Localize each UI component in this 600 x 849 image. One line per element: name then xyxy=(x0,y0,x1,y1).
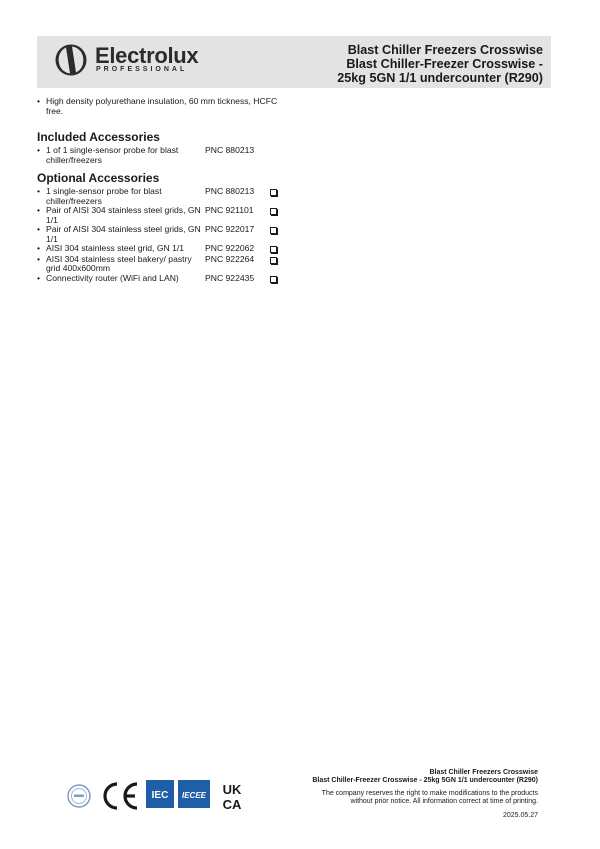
accessory-checkbox[interactable] xyxy=(270,227,277,234)
brand-subtitle: PROFESSIONAL xyxy=(96,66,188,73)
included-accessories-section xyxy=(37,130,282,165)
accessory-row xyxy=(37,206,282,225)
footer-disclaimer-line: The company reserves the right to make modifications to the products xyxy=(321,790,538,797)
accessory-label: • Connectivity router (WiFi and LAN) xyxy=(37,274,206,284)
accessory-label: • Pair of AISI 304 stainless steel grids, GN 1/1 xyxy=(37,206,206,225)
accessory-pnc: PNC 922264 xyxy=(205,253,255,264)
footer-disclaimer-line: without prior notice. All information correct at time of printing. xyxy=(350,798,538,805)
iec-text: IEC xyxy=(151,790,169,801)
accessory-label: • 1 single-sensor probe for blast chiller/freezers xyxy=(37,187,206,206)
accessory-row xyxy=(37,225,282,244)
accessory-pnc: PNC 922017 xyxy=(205,224,255,234)
accessory-label: • AISI 304 stainless steel bakery/ pastry grid 400x600mm xyxy=(37,255,206,274)
optional-accessories-section xyxy=(37,171,282,284)
accessory-row xyxy=(37,244,282,255)
accessory-pnc: PNC 880213 xyxy=(205,186,255,196)
footer-date: 2025.05.27 xyxy=(502,812,538,819)
brand-name: Electrolux xyxy=(95,43,199,68)
title-line: Blast Chiller Freezers Crosswise xyxy=(347,43,543,57)
accessory-row xyxy=(37,146,282,165)
title-line: 25kg 5GN 1/1 undercounter (R290) xyxy=(337,71,543,85)
iecee-logo-icon xyxy=(178,780,210,808)
accessory-pnc: PNC 922435 xyxy=(205,272,255,283)
ukca-bottom-text: CA xyxy=(222,797,242,812)
page-footer xyxy=(312,769,538,820)
spec-content xyxy=(37,97,282,284)
product-title xyxy=(337,43,543,85)
accessory-label: • AISI 304 stainless steel grid, GN 1/1 xyxy=(37,244,206,254)
accessory-row xyxy=(37,255,282,274)
accessory-label: • 1 of 1 single-sensor probe for blast chiller/freezers xyxy=(37,146,206,165)
iec-logo-icon xyxy=(146,780,174,808)
accessory-label: • Pair of AISI 304 stainless steel grids, GN 1/1 xyxy=(37,225,206,244)
accessory-pnc: PNC 921101 xyxy=(205,205,254,215)
accessory-pnc: PNC 880213 xyxy=(205,145,255,155)
accessory-checkbox[interactable] xyxy=(270,246,277,253)
accessory-pnc: PNC 922062 xyxy=(205,243,255,253)
iecee-text: IECEE xyxy=(181,791,207,800)
ukca-mark-icon xyxy=(218,780,246,812)
accessory-checkbox[interactable] xyxy=(270,208,277,215)
ukca-top-text: UK xyxy=(222,782,242,797)
accessory-row xyxy=(37,274,282,285)
features-list xyxy=(37,97,282,116)
optional-accessories-heading: Optional Accessories xyxy=(37,171,160,185)
electrolux-logo-icon xyxy=(55,44,87,76)
accessory-checkbox[interactable] xyxy=(270,189,277,196)
header-bar xyxy=(37,36,551,88)
ce-mark-icon xyxy=(100,780,140,812)
accessory-checkbox[interactable] xyxy=(270,257,277,264)
accessory-checkbox[interactable] xyxy=(270,276,277,283)
footer-family-name: Blast Chiller Freezers Crosswise xyxy=(429,769,538,776)
quality-seal-icon xyxy=(66,780,92,812)
title-line: Blast Chiller-Freezer Crosswise - xyxy=(346,57,543,71)
brand-logo xyxy=(55,44,225,80)
included-accessories-heading: Included Accessories xyxy=(37,130,160,144)
accessory-row xyxy=(37,187,282,206)
footer-model-name: Blast Chiller-Freezer Crosswise - 25kg 5GN 1/1 undercounter (R290) xyxy=(312,777,538,784)
feature-item: • High density polyurethane insulation, 60 mm tickness, HCFC free. xyxy=(37,97,282,116)
